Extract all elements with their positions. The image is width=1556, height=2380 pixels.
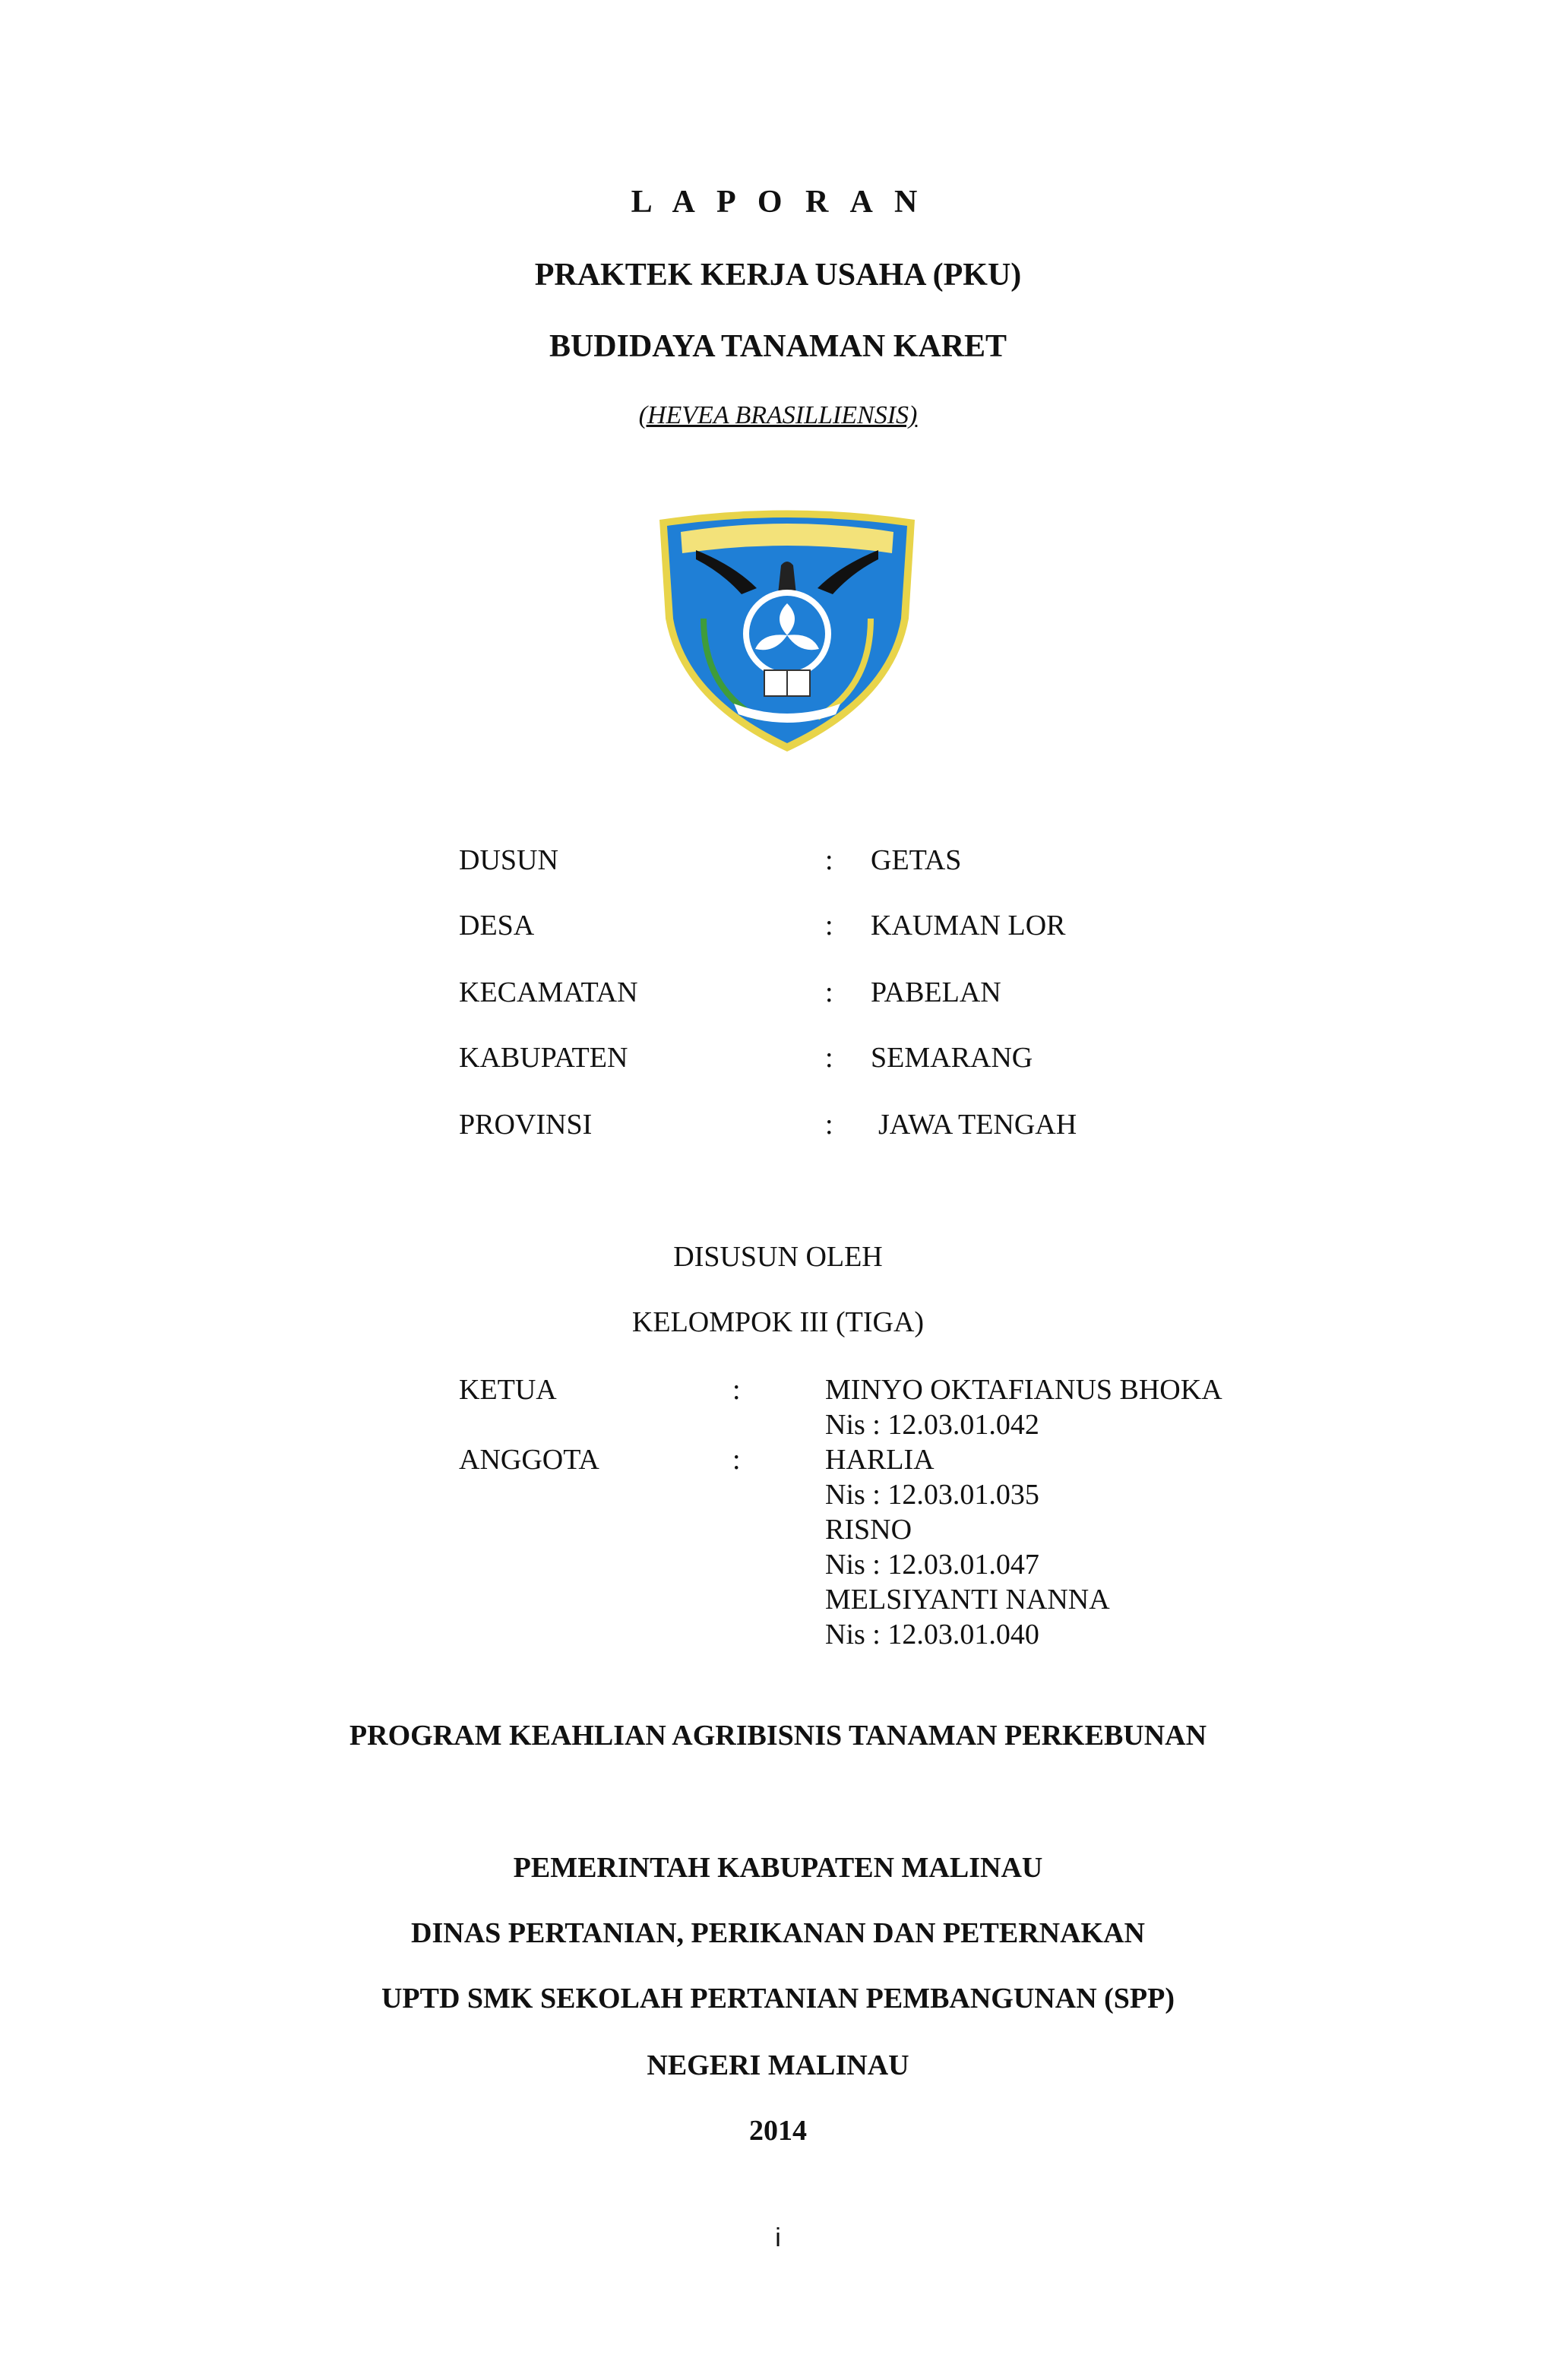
report-subtitle: PRAKTEK KERJA USAHA (PKU) bbox=[534, 258, 1022, 293]
school-name: UPTD SMK SEKOLAH PERTANIAN PEMBANGUNAN (SPP) bbox=[381, 1983, 1175, 2014]
department-name: DINAS PERTANIAN, PERIKANAN DAN PETERNAKAN bbox=[411, 1917, 1145, 1949]
location-value: SEMARANG bbox=[871, 1042, 1033, 1074]
location-value: PABELAN bbox=[871, 976, 1001, 1008]
location-colon: : bbox=[825, 1042, 833, 1074]
member-name: MELSIYANTI NANNA bbox=[825, 1584, 1110, 1616]
program-name: PROGRAM KEAHLIAN AGRIBISNIS TANAMAN PERKEBUNAN bbox=[349, 1720, 1207, 1752]
compiled-by-heading: DISUSUN OLEH bbox=[673, 1241, 883, 1273]
member-name: RISNO bbox=[825, 1514, 912, 1546]
report-year: 2014 bbox=[749, 2115, 807, 2147]
school-emblem-icon bbox=[650, 505, 924, 755]
location-colon: : bbox=[825, 976, 833, 1008]
members-label: ANGGOTA bbox=[459, 1444, 599, 1476]
group-name: KELOMPOK III (TIGA) bbox=[631, 1306, 925, 1338]
city-name: NEGERI MALINAU bbox=[647, 2049, 909, 2081]
report-title: L A P O R A N bbox=[631, 185, 925, 220]
location-value: JAWA TENGAH bbox=[878, 1109, 1077, 1141]
location-value: GETAS bbox=[871, 844, 962, 876]
location-label: KABUPATEN bbox=[459, 1042, 628, 1074]
members-colon: : bbox=[732, 1444, 741, 1476]
leader-nis: Nis : 12.03.01.042 bbox=[825, 1409, 1039, 1441]
location-label: DESA bbox=[459, 910, 535, 942]
member-nis: Nis : 12.03.01.035 bbox=[825, 1479, 1039, 1511]
leader-label: KETUA bbox=[459, 1374, 557, 1406]
location-colon: : bbox=[825, 910, 833, 942]
location-colon: : bbox=[825, 844, 833, 876]
government-name: PEMERINTAH KABUPATEN MALINAU bbox=[513, 1852, 1043, 1884]
leader-colon: : bbox=[732, 1374, 741, 1406]
location-label: DUSUN bbox=[459, 844, 558, 876]
location-label: KECAMATAN bbox=[459, 976, 638, 1008]
latin-name: (HEVEA BRASILLIENSIS) bbox=[638, 401, 918, 429]
member-nis: Nis : 12.03.01.040 bbox=[825, 1619, 1039, 1650]
leader-name: MINYO OKTAFIANUS BHOKA bbox=[825, 1374, 1222, 1406]
location-label: PROVINSI bbox=[459, 1109, 593, 1141]
member-nis: Nis : 12.03.01.047 bbox=[825, 1549, 1039, 1581]
location-value: KAUMAN LOR bbox=[871, 910, 1066, 942]
member-name: HARLIA bbox=[825, 1444, 935, 1476]
report-topic: BUDIDAYA TANAMAN KARET bbox=[549, 329, 1007, 364]
location-colon: : bbox=[825, 1109, 833, 1141]
page-number: i bbox=[775, 2223, 781, 2252]
